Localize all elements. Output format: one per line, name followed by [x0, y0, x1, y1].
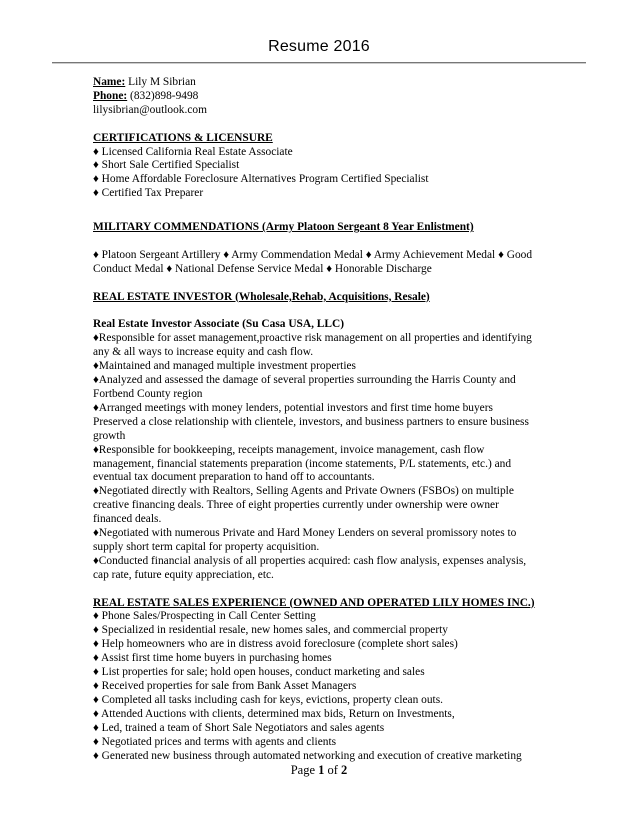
military-heading: MILITARY COMMENDATIONS (Army Platoon Sergeant 8 Year Enlistment) [93, 221, 474, 234]
investor-line: ♦Responsible for asset management,proactive risk management on all properties and identifying [93, 332, 532, 345]
certification-item: ♦ Short Sale Certified Specialist [93, 159, 240, 172]
sales-item: ♦ Completed all tasks including cash for keys, evictions, property clean outs. [93, 693, 443, 706]
certification-item: ♦ Certified Tax Preparer [93, 187, 204, 200]
investor-line: ♦Negotiated directly with Realtors, Selling Agents and Private Owners (FSBOs) on multiple [93, 485, 514, 498]
investor-line: any & all ways to increase equity and cash flow. [93, 346, 314, 359]
investor-line: ♦Analyzed and assessed the damage of several properties surrounding the Harris County and [93, 374, 516, 387]
of-word: of [324, 763, 342, 777]
header-divider [52, 62, 586, 63]
investor-line: financed deals. [93, 513, 162, 526]
investor-line: ♦Responsible for bookkeeping, receipts management, invoice management, cash flow [93, 443, 485, 456]
resume-body [93, 76, 548, 763]
investor-line: supply short term capital for property acquisition. [93, 540, 320, 553]
investor-subheading: Real Estate Investor Associate (Su Casa USA, LLC) [93, 318, 345, 331]
investor-line: ♦Maintained and managed multiple investment properties [93, 360, 356, 373]
name-line [93, 76, 548, 90]
investor-line: eventual tax document preparation to hand off to accountants. [93, 471, 375, 484]
sales-heading: REAL ESTATE SALES EXPERIENCE (OWNED AND OPERATED LILY HOMES INC.) [93, 596, 535, 609]
phone-line [93, 90, 548, 104]
investor-line: ♦Negotiated with numerous Private and Hard Money Lenders on several promissory notes to [93, 527, 517, 540]
investor-line: creative financing deals. Three of eight properties currently under ownership were owner [93, 499, 499, 512]
phone-value: (832)898-9498 [127, 89, 199, 102]
page-header-title: Resume 2016 [268, 38, 370, 55]
investor-line: management, financial statements preparation (income statements, P/L statements, etc.) and [93, 457, 512, 470]
sales-item: ♦ Received properties for sale from Bank Asset Managers [93, 679, 357, 692]
sales-item: ♦ Phone Sales/Prospecting in Call Center Setting [93, 610, 316, 623]
phone-label: Phone: [93, 89, 128, 102]
investor-heading: REAL ESTATE INVESTOR (Wholesale,Rehab, Acquisitions, Resale) [93, 290, 430, 303]
name-label: Name: [93, 76, 126, 88]
sales-item: ♦ Led, trained a team of Short Sale Negotiators and sales agents [93, 721, 385, 734]
investor-line: Fortbend County region [93, 387, 203, 400]
sales-item: ♦ Negotiated prices and terms with agents and clients [93, 735, 337, 748]
investor-line: growth [93, 429, 126, 442]
investor-line: Preserved a close relationship with clientele, investors, and business partners to ensure business [93, 415, 529, 428]
military-line: Conduct Medal ♦ National Defense Service Medal ♦ Honorable Discharge [93, 262, 432, 275]
sales-item: ♦ Help homeowners who are in distress avoid foreclosure (complete short sales) [93, 638, 458, 651]
investor-line: cap rate, future equity appreciation, etc. [93, 568, 274, 581]
certification-item: ♦ Licensed California Real Estate Associate [93, 145, 293, 158]
current-page-number: 1 [318, 763, 325, 777]
page-footer [0, 763, 638, 778]
email-line: lilysibrian@outlook.com [93, 103, 207, 116]
sales-item: ♦ Assist first time home buyers in purchasing homes [93, 652, 332, 665]
military-line: ♦ Platoon Sergeant Artillery ♦ Army Commendation Medal ♦ Army Achievement Medal ♦ Good [93, 248, 533, 261]
sales-item: ♦ Attended Auctions with clients, determined max bids, Return on Investments, [93, 707, 455, 720]
investor-line: ♦Conducted financial analysis of all properties acquired: cash flow analysis, expenses analysis, [93, 554, 527, 567]
total-pages-number: 2 [341, 763, 348, 777]
sales-item: ♦ Generated new business through automated networking and execution of creative marketing [93, 749, 522, 762]
name-value: Lily M Sibrian [125, 76, 196, 88]
page-word: Page [290, 763, 319, 777]
certifications-heading: CERTIFICATIONS & LICENSURE [93, 131, 273, 144]
certification-item: ♦ Home Affordable Foreclosure Alternatives Program Certified Specialist [93, 173, 429, 186]
sales-item: ♦ List properties for sale; hold open houses, conduct marketing and sales [93, 666, 425, 679]
sales-item: ♦ Specialized in residential resale, new homes sales, and commercial property [93, 624, 448, 637]
investor-line: ♦Arranged meetings with money lenders, potential investors and first time home buyers [93, 401, 493, 414]
